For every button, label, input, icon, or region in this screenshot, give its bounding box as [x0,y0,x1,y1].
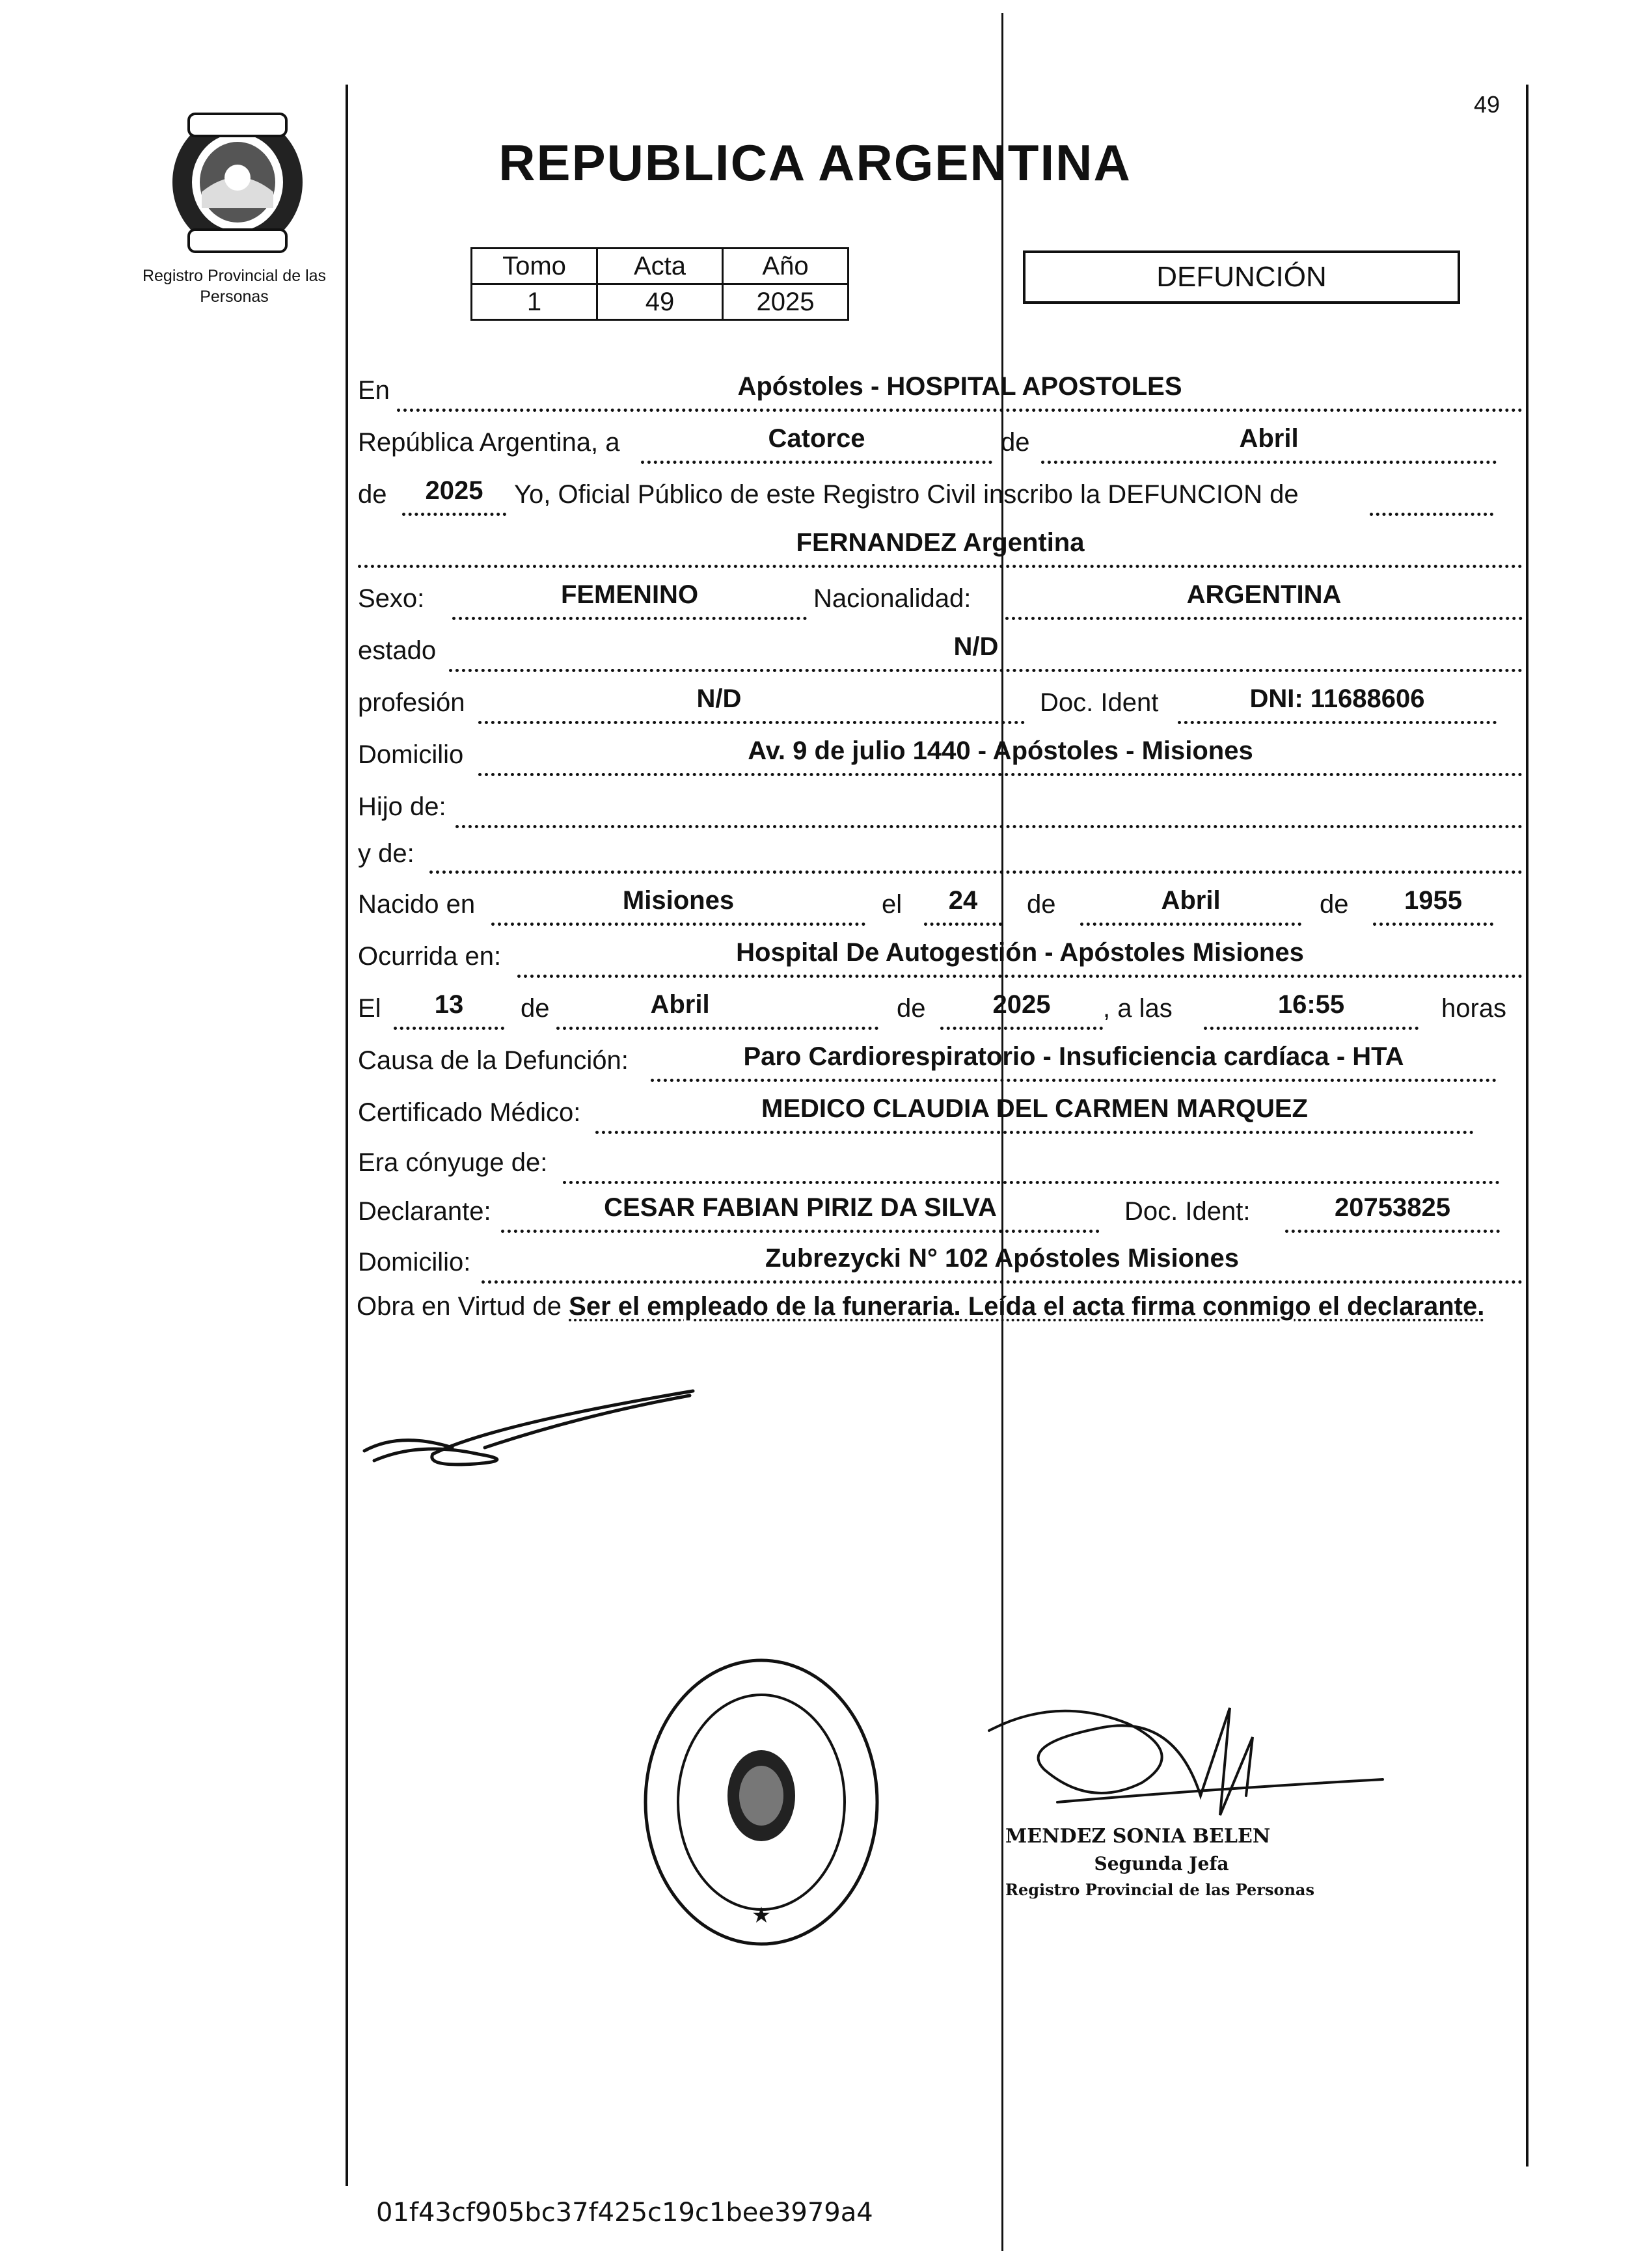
value-nac-anio: 1955 [1404,886,1462,915]
label-horas: horas [1441,994,1507,1023]
obra-en-virtud-paragraph [357,1288,1521,1325]
dotted-line [556,1027,878,1030]
dotted-line [1178,721,1497,724]
value-sexo: FEMENINO [560,580,699,609]
dotted-line [651,1079,1497,1082]
header-acta: Acta [597,249,723,284]
dotted-line [397,409,1523,412]
label-causa: Causa de la Defunción: [358,1046,629,1075]
label-domicilio: Domicilio [358,740,464,769]
registry-label: Registro Provincial de las Personas [142,267,327,306]
label-de: de [1001,428,1030,457]
dotted-line [563,1181,1500,1184]
dotted-line [482,1280,1523,1284]
value-ocurrida-en: Hospital De Autogestión - Apóstoles Misiones [736,938,1304,967]
value-def-mes: Abril [650,990,710,1019]
value-anio: 2025 [723,284,849,320]
value-nombre: FERNANDEZ Argentina [796,528,1085,557]
label-yo-oficial: Yo, Oficial Público de este Registro Civil inscribo la DEFUNCION de [514,480,1299,509]
dotted-line [1041,461,1497,464]
dotted-line [501,1230,1100,1233]
signer-name: MENDEZ SONIA BELEN [1005,1825,1271,1848]
value-dia: Catorce [768,424,865,453]
right-margin-line [1526,85,1528,2167]
page-number: 49 [1473,91,1500,118]
tomo-acta-anio-table [470,247,849,321]
official-stamp [641,1656,882,1952]
label-hijo-de: Hijo de: [358,792,446,821]
label-nacionalidad: Nacionalidad: [813,584,971,613]
value-anio: 2025 [425,476,483,505]
label-doc-ident: Doc. Ident [1040,688,1159,717]
label-ocurrida-en: Ocurrida en: [358,942,502,971]
value-nac-mes: Abril [1161,886,1221,915]
label-nacido-en: Nacido en [358,890,476,919]
label-declarante: Declarante: [358,1197,491,1226]
header-anio: Año [723,249,849,284]
dotted-line [402,513,506,516]
dotted-line [517,975,1523,978]
label-de4: de [1320,890,1349,919]
label-domicilio2: Domicilio: [358,1248,471,1276]
dotted-line [1285,1230,1500,1233]
value-declarante-doc: 20753825 [1335,1193,1450,1222]
dotted-line [1370,513,1493,516]
label-de5: de [521,994,550,1023]
value-def-dia: 13 [434,990,464,1019]
label-doc-ident2: Doc. Ident: [1124,1197,1251,1226]
label-en: En [358,376,390,405]
value-nacido-en: Misiones [622,886,735,915]
dotted-line [940,1027,1103,1030]
dotted-line [478,773,1523,776]
dotted-line [455,825,1523,828]
value-causa: Paro Cardiorespiratorio - Insuficiencia cardíaca - HTA [743,1042,1404,1071]
value-profesion: N/D [696,684,742,713]
signer-organization: Registro Provincial de las Personas [1005,1880,1314,1899]
label-de2: de [358,480,387,509]
value-certificado: MEDICO CLAUDIA DEL CARMEN MARQUEZ [761,1094,1308,1123]
label-y-de: y de: [358,839,414,868]
label-estado: estado [358,636,437,665]
value-mes: Abril [1239,424,1299,453]
label-el2: El [358,994,381,1023]
label-a-las: , a las [1103,994,1173,1023]
value-nac-dia: 24 [948,886,978,915]
dotted-line [924,923,1002,926]
label-de3: de [1027,890,1056,919]
official-signature [979,1692,1396,1844]
dotted-line [1373,923,1493,926]
value-obra-texto: Ser el empleado de la funeraria. Leída el acta firma conmigo el declarante. [569,1292,1485,1321]
label-republica: República Argentina, a [358,428,620,457]
header-tomo: Tomo [472,249,597,284]
declarant-signature [361,1386,700,1500]
document-title: REPUBLICA ARGENTINA [498,134,1132,191]
label-certificado: Certificado Médico: [358,1098,581,1127]
dotted-line [491,923,865,926]
signer-role: Segunda Jefa [1094,1853,1229,1874]
dotted-line [1080,923,1301,926]
value-estado: N/D [953,632,999,661]
label-obra: Obra en Virtud de [357,1292,562,1321]
dotted-line [478,721,1025,724]
value-nacionalidad: ARGENTINA [1186,580,1342,609]
dotted-line [358,565,1523,568]
value-domicilio: Av. 9 de julio 1440 - Apóstoles - Misiones [748,736,1253,765]
dotted-line [394,1027,504,1030]
label-conyuge: Era cónyuge de: [358,1148,548,1177]
dotted-line [1204,1027,1419,1030]
value-def-anio: 2025 [992,990,1051,1019]
document-hash: 01f43cf905bc37f425c19c1bee3979a4 [376,2198,873,2228]
svg-text:★: ★ [751,1902,772,1928]
dotted-line [595,1131,1474,1134]
left-margin-line [346,85,348,2186]
dotted-line [429,871,1523,874]
label-profesion: profesión [358,688,465,717]
act-type-box: DEFUNCIÓN [1023,250,1460,304]
value-declarante-domicilio: Zubrezycki N° 102 Apóstoles Misiones [765,1244,1240,1273]
dotted-line [452,617,807,620]
label-de6: de [897,994,926,1023]
value-documento: DNI: 11688606 [1249,684,1425,713]
dotted-line [641,461,992,464]
dotted-line [449,669,1523,672]
value-acta: 49 [597,284,723,320]
label-sexo: Sexo: [358,584,425,613]
value-def-hora: 16:55 [1277,990,1345,1019]
label-el: el [882,890,903,919]
value-lugar: Apóstoles - HOSPITAL APOSTOLES [737,372,1182,401]
value-tomo: 1 [472,284,597,320]
dotted-line [1005,617,1523,620]
value-declarante: CESAR FABIAN PIRIZ DA SILVA [604,1193,997,1222]
